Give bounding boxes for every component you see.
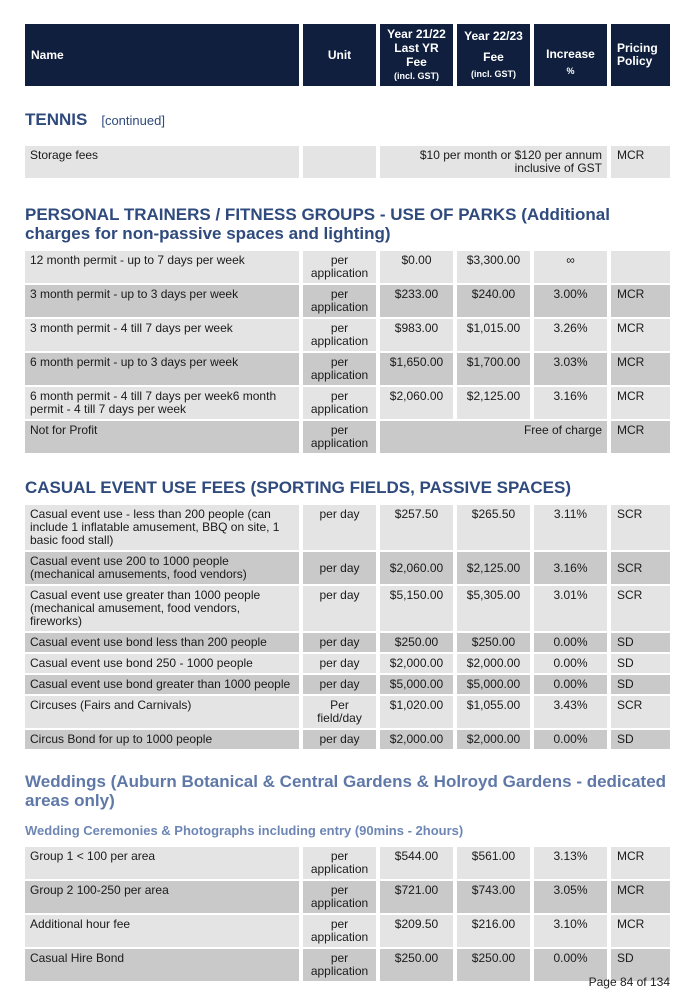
row-fee: $2,125.00 [457, 552, 534, 586]
row-policy: SCR [611, 586, 670, 633]
row-last-fee: $0.00 [380, 251, 457, 285]
row-unit [303, 146, 380, 180]
row-increase: 3.00% [534, 285, 611, 319]
row-fee: $5,000.00 [457, 675, 534, 696]
row-name: Casual event use bond greater than 1000 people [25, 675, 303, 696]
row-increase: 3.10% [534, 915, 611, 949]
row-increase: ∞ [534, 251, 611, 285]
row-fee: $250.00 [457, 949, 534, 983]
row-fee: $250.00 [457, 633, 534, 654]
row-increase: 3.01% [534, 586, 611, 633]
casual-table [25, 505, 670, 751]
row-name: Group 2 100-250 per area [25, 881, 303, 915]
row-name: Casual event use 200 to 1000 people (mechanical amusements, food vendors) [25, 552, 303, 586]
row-last-fee: $1,650.00 [380, 353, 457, 387]
row-last-fee: $721.00 [380, 881, 457, 915]
row-unit: per application [303, 421, 380, 455]
row-name: Circuses (Fairs and Carnivals) [25, 696, 303, 730]
row-policy: SCR [611, 505, 670, 552]
row-unit: per day [303, 505, 380, 552]
header-pricing-policy: Pricing Policy [611, 24, 670, 86]
row-last-fee: $257.50 [380, 505, 457, 552]
row-name: 3 month permit - 4 till 7 days per week [25, 319, 303, 353]
row-last-fee: $2,060.00 [380, 552, 457, 586]
row-policy [611, 251, 670, 285]
row-name: Circus Bond for up to 1000 people [25, 730, 303, 751]
row-unit: Per field/day [303, 696, 380, 730]
row-policy: MCR [611, 915, 670, 949]
row-name: 12 month permit - up to 7 days per week [25, 251, 303, 285]
row-name: Group 1 < 100 per area [25, 847, 303, 881]
table-row [25, 251, 670, 285]
row-fee: $1,055.00 [457, 696, 534, 730]
row-increase: 3.11% [534, 505, 611, 552]
row-merged-fee: $10 per month or $120 per annum inclusive of GST [380, 146, 611, 180]
row-fee: $265.50 [457, 505, 534, 552]
table-row [25, 847, 670, 881]
header-name: Name [25, 24, 303, 86]
row-unit: per day [303, 730, 380, 751]
table-row [25, 505, 670, 552]
row-name: Casual event use bond 250 - 1000 people [25, 654, 303, 675]
column-header-table [25, 24, 670, 86]
row-policy: SD [611, 949, 670, 983]
row-fee: $216.00 [457, 915, 534, 949]
row-fee: $3,300.00 [457, 251, 534, 285]
row-fee: $1,015.00 [457, 319, 534, 353]
row-fee: $1,700.00 [457, 353, 534, 387]
section-weddings [25, 772, 670, 983]
section-casual-event [25, 478, 670, 751]
header-increase: Increase % [534, 24, 611, 86]
table-row [25, 881, 670, 915]
row-policy: MCR [611, 146, 670, 180]
row-unit: per application [303, 949, 380, 983]
table-row [25, 319, 670, 353]
row-fee: $743.00 [457, 881, 534, 915]
row-name: Casual event use bond less than 200 people [25, 633, 303, 654]
section-personal-trainers [25, 205, 670, 455]
section-title: CASUAL EVENT USE FEES (SPORTING FIELDS, PASSIVE SPACES) [25, 478, 571, 497]
table-row [25, 915, 670, 949]
table-row [25, 586, 670, 633]
header-unit: Unit [303, 24, 380, 86]
row-name: Casual event use - less than 200 people (can include 1 inflatable amusement, BBQ on site, 1 basic food stall) [25, 505, 303, 552]
row-policy: SCR [611, 552, 670, 586]
section-title: PERSONAL TRAINERS / FITNESS GROUPS - USE OF PARKS (Additional charges for non-passive spaces and lighting) [25, 205, 610, 243]
row-policy: MCR [611, 881, 670, 915]
table-row [25, 696, 670, 730]
row-name: 6 month permit - 4 till 7 days per week6 month permit - 4 till 7 days per week [25, 387, 303, 421]
row-policy: SD [611, 654, 670, 675]
row-increase: 3.26% [534, 319, 611, 353]
row-policy: SCR [611, 696, 670, 730]
row-last-fee: $544.00 [380, 847, 457, 881]
row-increase: 3.03% [534, 353, 611, 387]
table-row [25, 675, 670, 696]
header-this-year-fee: Year 22/23 Fee (incl. GST) [457, 24, 534, 86]
section-subtitle: Wedding Ceremonies & Photographs including entry (90mins - 2hours) [25, 823, 464, 838]
row-name: 6 month permit - up to 3 days per week [25, 353, 303, 387]
row-unit: per application [303, 847, 380, 881]
row-unit: per application [303, 251, 380, 285]
row-increase: 0.00% [534, 633, 611, 654]
row-unit: per day [303, 633, 380, 654]
page-number: Page 84 of 134 [588, 975, 670, 989]
trainers-table [25, 251, 670, 455]
row-unit: per day [303, 552, 380, 586]
row-name: Not for Profit [25, 421, 303, 455]
row-increase: 0.00% [534, 675, 611, 696]
row-policy: SD [611, 675, 670, 696]
row-merged-fee: Free of charge [380, 421, 611, 455]
table-row [25, 730, 670, 751]
row-policy: MCR [611, 285, 670, 319]
table-row [25, 552, 670, 586]
continued-label: [continued] [101, 113, 165, 128]
row-last-fee: $250.00 [380, 949, 457, 983]
table-row [25, 949, 670, 983]
table-row [25, 146, 670, 180]
row-policy: MCR [611, 319, 670, 353]
table-row [25, 387, 670, 421]
row-increase: 3.16% [534, 387, 611, 421]
row-last-fee: $250.00 [380, 633, 457, 654]
row-policy: SD [611, 633, 670, 654]
row-name: Casual event use greater than 1000 people (mechanical amusement, food vendors, fireworks) [25, 586, 303, 633]
row-unit: per application [303, 285, 380, 319]
row-increase: 3.05% [534, 881, 611, 915]
row-fee: $2,125.00 [457, 387, 534, 421]
weddings-table [25, 847, 670, 983]
row-name: Casual Hire Bond [25, 949, 303, 983]
row-last-fee: $1,020.00 [380, 696, 457, 730]
table-row [25, 285, 670, 319]
row-fee: $2,000.00 [457, 654, 534, 675]
row-unit: per day [303, 586, 380, 633]
row-unit: per day [303, 654, 380, 675]
row-name: Storage fees [25, 146, 303, 180]
section-title: TENNIS [continued] [25, 110, 165, 129]
row-policy: MCR [611, 847, 670, 881]
row-policy: MCR [611, 387, 670, 421]
row-fee: $2,000.00 [457, 730, 534, 751]
header-last-year-fee: Year 21/22 Last YR Fee (incl. GST) [380, 24, 457, 86]
row-increase: 3.43% [534, 696, 611, 730]
tennis-table [25, 146, 670, 180]
row-increase: 3.16% [534, 552, 611, 586]
row-unit: per application [303, 387, 380, 421]
row-policy: SD [611, 730, 670, 751]
section-tennis [25, 110, 670, 180]
table-row [25, 654, 670, 675]
row-increase: 3.13% [534, 847, 611, 881]
table-row [25, 421, 670, 455]
row-last-fee: $2,000.00 [380, 730, 457, 751]
row-increase: 0.00% [534, 949, 611, 983]
row-last-fee: $2,060.00 [380, 387, 457, 421]
row-name: Additional hour fee [25, 915, 303, 949]
row-last-fee: $209.50 [380, 915, 457, 949]
row-unit: per application [303, 319, 380, 353]
row-policy: MCR [611, 421, 670, 455]
row-name: 3 month permit - up to 3 days per week [25, 285, 303, 319]
row-unit: per application [303, 353, 380, 387]
table-row [25, 353, 670, 387]
row-last-fee: $5,000.00 [380, 675, 457, 696]
row-last-fee: $983.00 [380, 319, 457, 353]
row-unit: per application [303, 881, 380, 915]
fee-schedule-page [25, 24, 670, 983]
row-fee: $5,305.00 [457, 586, 534, 633]
row-increase: 0.00% [534, 654, 611, 675]
table-row [25, 633, 670, 654]
section-title: Weddings (Auburn Botanical & Central Gardens & Holroyd Gardens - dedicated areas only) [25, 772, 667, 810]
row-last-fee: $5,150.00 [380, 586, 457, 633]
row-unit: per application [303, 915, 380, 949]
row-last-fee: $2,000.00 [380, 654, 457, 675]
row-fee: $240.00 [457, 285, 534, 319]
row-last-fee: $233.00 [380, 285, 457, 319]
row-unit: per day [303, 675, 380, 696]
row-increase: 0.00% [534, 730, 611, 751]
row-policy: MCR [611, 353, 670, 387]
row-fee: $561.00 [457, 847, 534, 881]
